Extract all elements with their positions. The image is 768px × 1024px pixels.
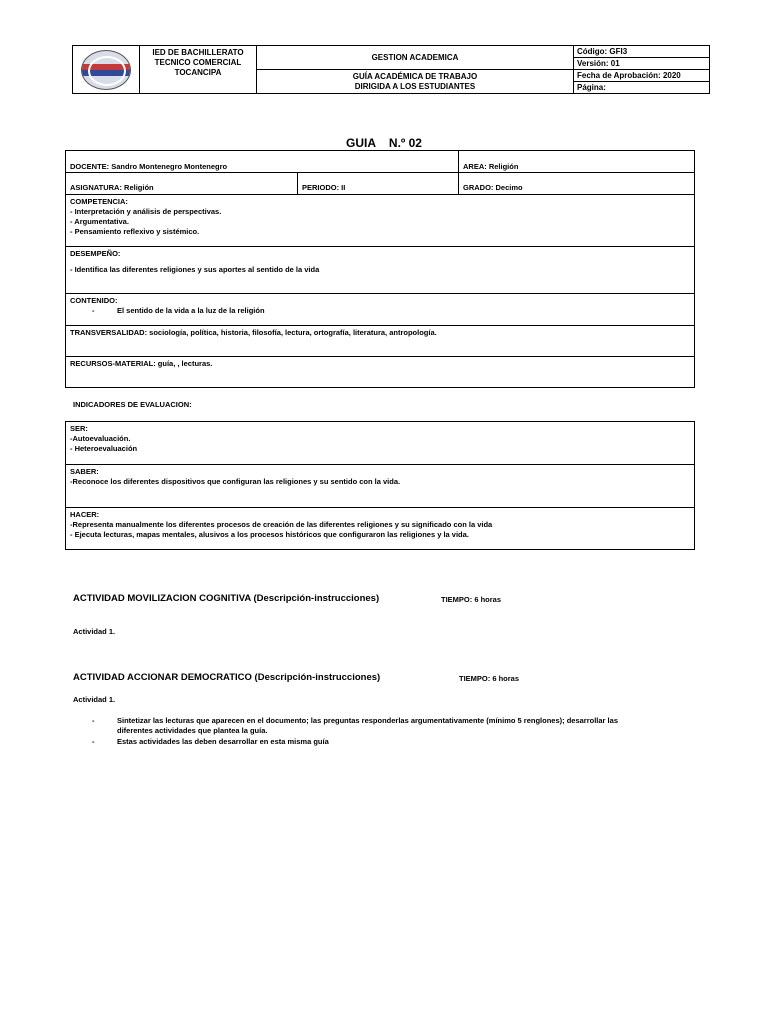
asignatura-cell [66,173,298,194]
list-dash: - [92,737,95,746]
asignatura-row [66,173,694,195]
recursos-row [66,357,694,371]
saber-row [66,465,694,508]
desempeno-row [66,247,694,294]
fecha-text: Fecha de Aprobación: 2020 [577,71,681,80]
school-name-line: TOCANCIPA [174,68,222,77]
school-name [140,46,257,94]
actividad-accionar-sub: Actividad 1. [73,695,116,704]
desempeno-text: - Identifica las diferentes religiones y sus aportes al sentido de la vida [70,265,320,274]
grado-text: GRADO: Decimo [463,183,523,192]
hacer-item: -Representa manualmente los diferentes procesos de creación de las diferentes religiones y su significado con la vida [70,520,493,529]
contenido-dash: - [92,306,95,315]
docente-row [66,151,694,173]
docente-text: DOCENTE: Sandro Montenegro Montenegro [70,162,228,171]
info-box [65,150,695,388]
competencia-item: - Pensamiento reflexivo y sistémico. [70,227,200,236]
contenido-text: El sentido de la vida a la luz de la religión [117,306,265,315]
recursos-label: RECURSOS-MATERIAL [70,359,154,368]
school-logo [81,50,131,90]
list-dash: - [92,716,95,725]
fecha-cell [574,70,710,82]
gestion-cell [257,46,574,70]
guia-cell [257,70,574,94]
contenido-item [70,306,690,316]
list-item-line: diferentes actividades que plantea la guía. [117,726,268,735]
periodo-text: PERIODO: II [302,183,346,192]
guia-line: DIRIGIDA A LOS ESTUDIANTES [354,81,476,91]
indicadores-title: INDICADORES DE EVALUACION: [73,400,192,409]
actividad-accionar-list [92,716,712,748]
actividad-movilizacion-tiempo: TIEMPO: 6 horas [441,595,502,604]
gestion-text: GESTION ACADEMICA [371,53,459,62]
hacer-item: - Ejecuta lecturas, mapas mentales, alusivos a los procesos históricos que configuraron las religiones y la vida. [70,530,469,539]
ser-item: - Heteroevaluación [70,444,138,453]
asignatura-text: ASIGNATURA: Religión [70,183,154,192]
school-name-line: IED DE BACHILLERATO [152,48,244,57]
school-name-line: TECNICO COMERCIAL [154,58,242,67]
competencia-row [66,195,694,247]
competencia-label: COMPETENCIA: [70,197,128,206]
docente-cell [66,151,459,172]
grado-cell [459,173,694,194]
periodo-cell [298,173,459,194]
area-text: AREA: Religión [463,162,519,171]
recursos-text: : guía, , lecturas. [153,359,213,368]
contenido-label: CONTENIDO: [70,296,118,305]
guia-line: GUÍA ACADÉMICA DE TRABAJO [352,71,478,81]
transversalidad-label: TRANSVERSALIDAD [70,328,145,337]
competencia-item: - Argumentativa. [70,217,129,226]
pagina-text: Página: [577,83,606,92]
version-cell [574,58,710,70]
list-item [92,737,712,747]
hacer-row [66,508,694,549]
transversalidad-text: : sociología, política, historia, filosofía, lectura, ortografía, literatura, antropología. [144,328,437,337]
ser-item: -Autoevaluación. [70,434,131,443]
desempeno-label: DESEMPEÑO: [70,249,121,258]
pagina-cell [574,82,710,94]
saber-text: -Reconoce los diferentes dispositivos que configuran las religiones y su sentido con la vida. [70,477,401,486]
transversalidad-row [66,326,694,357]
area-cell [459,151,694,172]
list-item-line: Sintetizar las lecturas que aparecen en el documento; las preguntas responderlas argumentativamente (mínimo 5 renglones); desarrollar las [117,716,618,725]
hacer-label: HACER: [70,510,100,519]
ser-row [66,422,694,465]
actividad-movilizacion-sub: Actividad 1. [73,627,116,636]
saber-label: SABER: [70,467,99,476]
actividad-accionar-title: ACTIVIDAD ACCIONAR DEMOCRATICO (Descripción-instrucciones) [73,672,381,683]
competencia-item: - Interpretación y análisis de perspectivas. [70,207,222,216]
version-text: Versión: 01 [577,59,620,68]
codigo-text: Código: GFI3 [577,47,628,56]
ser-label: SER: [70,424,88,433]
contenido-row [66,294,694,326]
codigo-cell [574,46,710,58]
page-title: GUIA N.º 02 [346,136,422,150]
indicadores-box [65,421,695,550]
list-item-line: Estas actividades las deben desarrollar en esta misma guía [117,737,329,746]
actividad-accionar-tiempo: TIEMPO: 6 horas [459,674,520,683]
document-header [72,45,710,94]
logo-cell [73,46,140,94]
actividad-movilizacion-title: ACTIVIDAD MOVILIZACION COGNITIVA (Descripción-instrucciones) [73,593,380,604]
list-item [92,716,712,736]
